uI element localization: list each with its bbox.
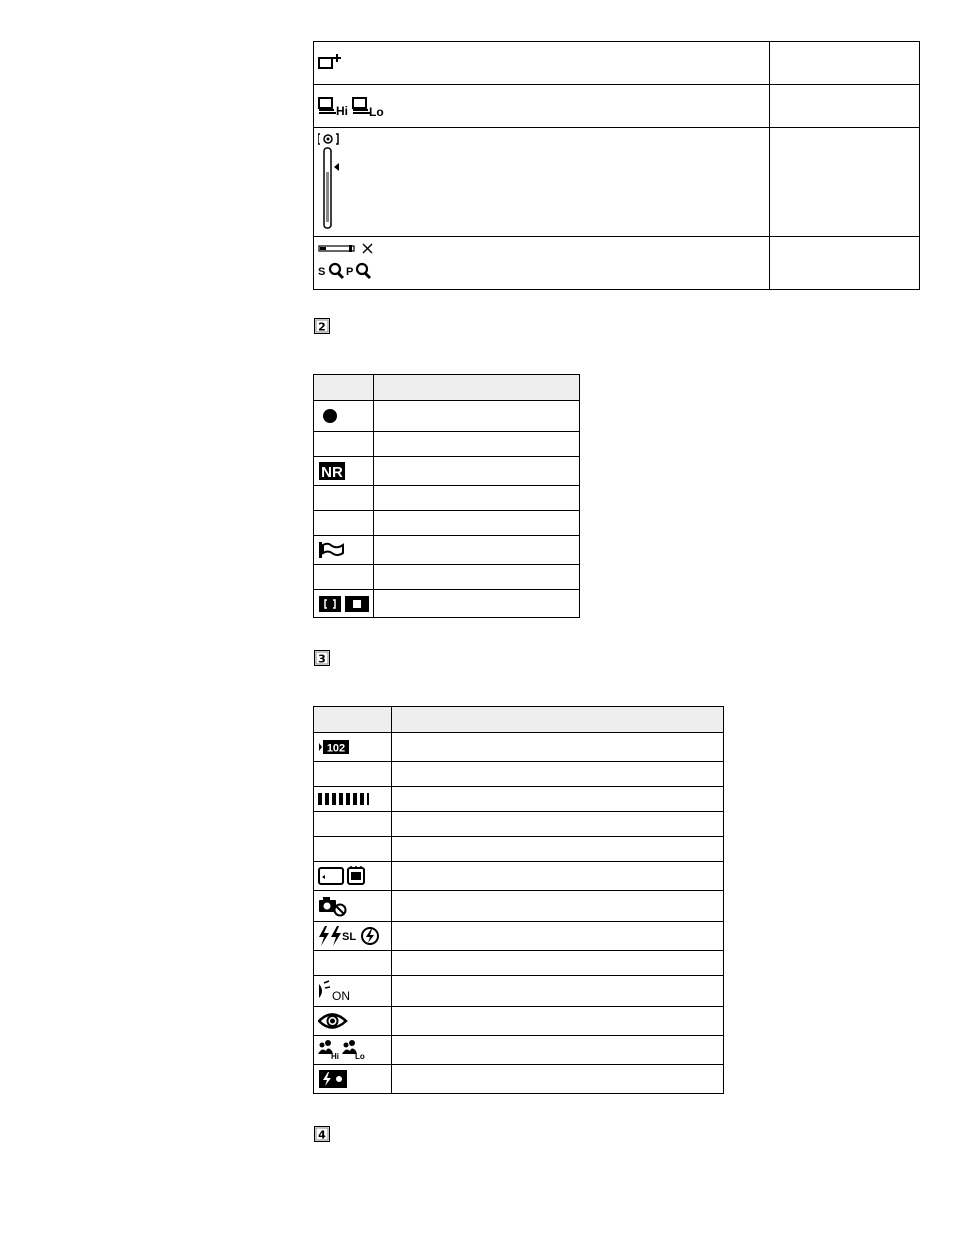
table-row [314,1007,724,1036]
table-row [314,891,724,922]
table-row [314,762,724,787]
table-row [314,432,580,457]
table-row [314,733,724,762]
folder-number-label: 102 [326,742,346,755]
face-hi-label: Hi [331,1052,339,1061]
table-row [314,590,580,618]
icon-table-1 [313,41,920,290]
icon-table-2 [313,374,580,618]
hi-label: Hi [336,104,348,117]
record-standby-icon [318,595,370,613]
table-header-cell [373,375,579,401]
p-label: P [346,266,354,278]
drive-mode-single-icon [318,52,344,74]
face-detection-hi-lo-icon [318,1039,370,1061]
table-row [314,812,724,837]
face-lo-label: Lo [355,1052,365,1061]
table-header-row [314,375,580,401]
remaining-battery-bar-icon [318,792,370,806]
noise-reduction-icon [318,461,348,481]
table-row [314,511,580,536]
table-row [314,1065,724,1094]
flash-charging-icon [318,1069,348,1089]
section-marker-label: 2 [318,320,326,334]
lo-label: Lo [369,105,384,117]
table-row [314,401,580,432]
memory-card-icon [318,865,368,887]
section-marker-label: 4 [318,1128,326,1142]
icon-table-3 [313,706,724,1094]
section-marker-label: 3 [318,652,326,666]
table-row [314,486,580,511]
table-row [314,951,724,976]
self-timer-flag-icon [318,540,348,560]
table-header-cell [314,375,374,401]
flash-modes-icon [318,925,380,947]
table-row [314,536,580,565]
continuous-speed-indicator-icon [318,132,348,232]
camera-not-allowed-icon [318,895,348,917]
table-row [314,128,920,237]
table-row [314,457,580,486]
section-marker-4 [314,1126,330,1142]
af-illuminator-icon [318,980,358,1002]
table-row [314,862,724,891]
section-marker-2 [314,318,330,334]
table-header-cell [391,707,723,733]
s-label: S [318,266,326,278]
folder-number-icon [318,738,350,756]
table-header-cell [314,707,392,733]
table-row [314,237,920,290]
focus-dot-icon [318,406,342,426]
af-illuminator-on-label: ON [332,989,350,1002]
table-row [314,1036,724,1065]
slow-sync-label: SL [342,931,357,943]
table-row [314,85,920,128]
zoom-scale-icon [318,243,380,283]
table-header-row [314,707,724,733]
table-row [314,565,580,590]
red-eye-icon [318,1010,348,1032]
table-row [314,976,724,1007]
table-row [314,837,724,862]
table-row [314,787,724,812]
nr-label: NR [321,464,343,481]
table-row [314,922,724,951]
continuous-hi-lo-icon [318,95,388,117]
table-row [314,42,920,85]
section-marker-3 [314,650,330,666]
